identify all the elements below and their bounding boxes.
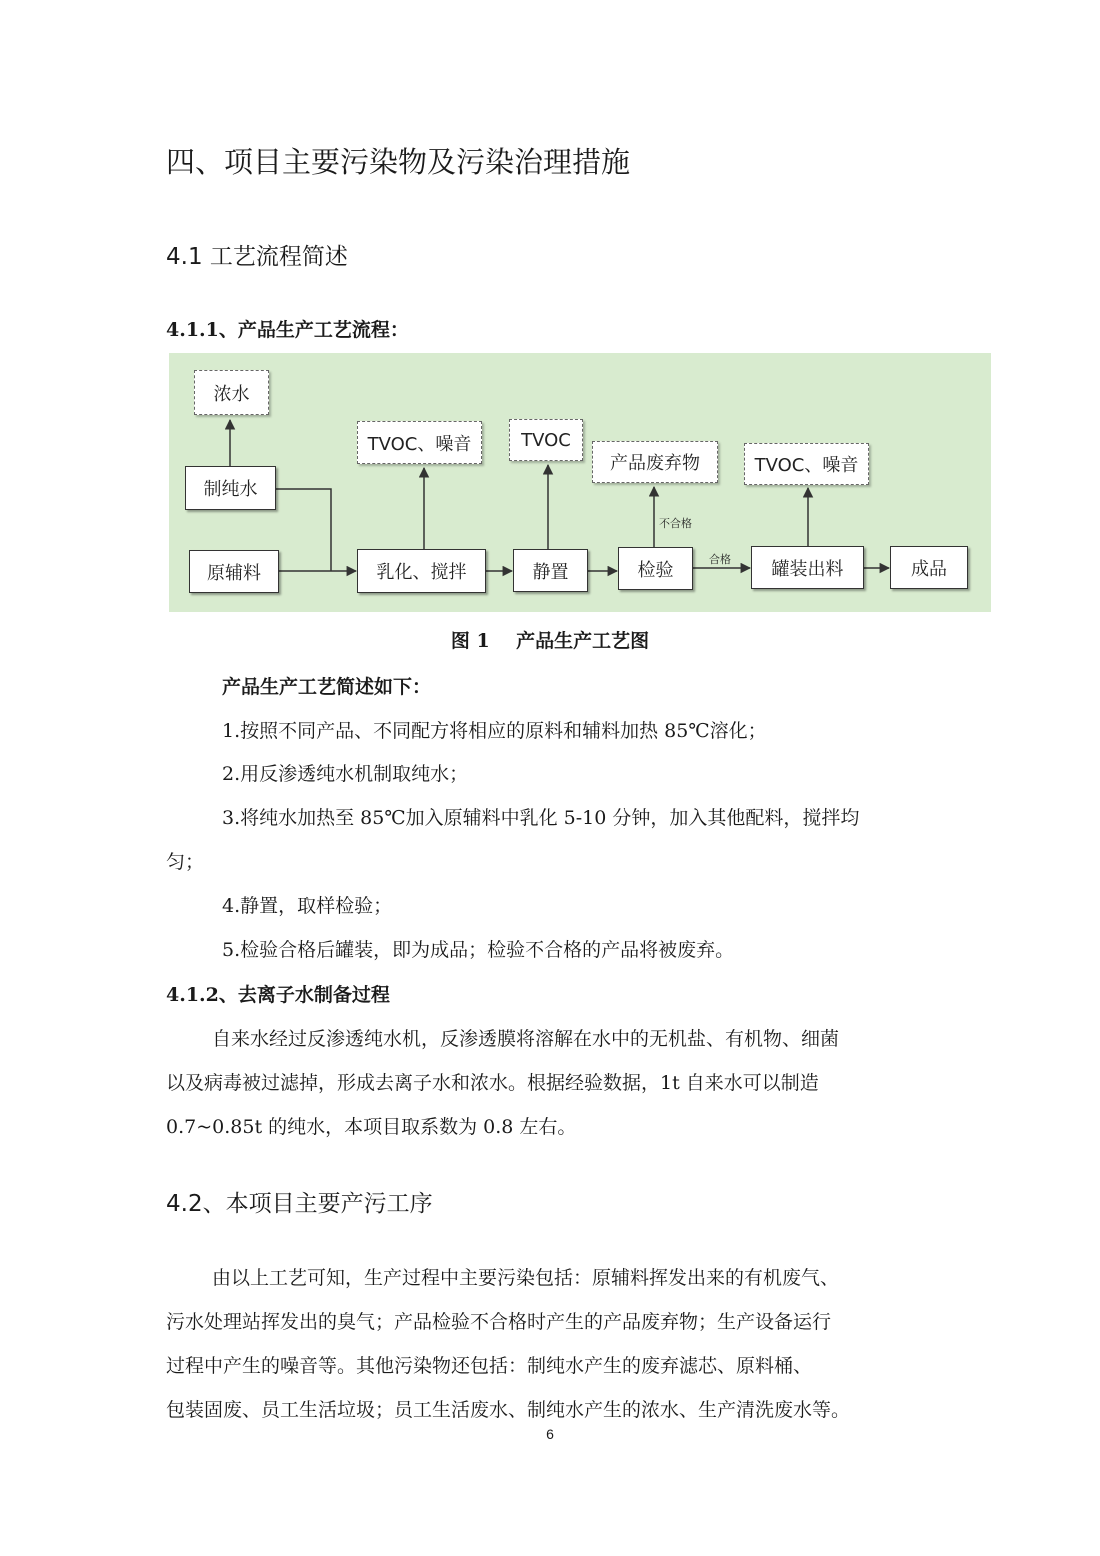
raw-material-node: 原辅料: [189, 550, 279, 593]
step-2: 2.用反渗透纯水机制取纯水；: [222, 763, 469, 785]
paragraph-line: 由以上工艺可知，生产过程中主要污染包括：原辅料挥发出来的有机废气、: [212, 1267, 840, 1289]
paragraph-line: 过程中产生的噪音等。其他污染物还包括：制纯水产生的废弃滤芯、原料桶、: [166, 1355, 813, 1377]
inspection-node: 检验: [618, 547, 693, 590]
tvoc-noise-node-1: TVOC、噪音: [357, 421, 482, 464]
subsection-heading-4-2: 4.2、本项目主要产污工序: [166, 1191, 433, 1217]
subsection-heading-4-1: 4.1 工艺流程简述: [166, 244, 348, 270]
section-heading: 四、项目主要污染物及污染治理措施: [166, 145, 631, 179]
tvoc-node: TVOC: [509, 419, 583, 461]
page-number: 6: [546, 1426, 554, 1442]
step-4: 4.静置，取样检验；: [222, 895, 393, 917]
paragraph-line: 自来水经过反渗透纯水机，反渗透膜将溶解在水中的无机盐、有机物、细菌: [212, 1028, 840, 1050]
tvoc-noise-node-2: TVOC、噪音: [744, 443, 869, 485]
figure-caption: 图 1 产品生产工艺图: [450, 630, 650, 652]
subsection-heading-4-1-1: 4.1.1、产品生产工艺流程：: [166, 319, 409, 341]
finished-product-node: 成品: [890, 546, 968, 589]
paragraph-line: 以及病毒被过滤掉，形成去离子水和浓水。根据经验数据，1t 自来水可以制造: [166, 1072, 819, 1094]
step-3: 3.将纯水加热至 85℃加入原辅料中乳化 5-10 分钟，加入其他配料，搅拌均: [222, 807, 860, 829]
pure-water-prep-node: 制纯水: [185, 466, 276, 510]
fail-label: 不合格: [659, 517, 692, 530]
standing-node: 静置: [513, 549, 588, 592]
step-3-continued: 匀；: [166, 851, 205, 873]
emulsify-stir-node: 乳化、搅拌: [357, 549, 486, 593]
filling-output-node: 罐装出料: [751, 546, 864, 589]
product-waste-node: 产品废弃物: [592, 441, 718, 483]
paragraph-line: 包装固废、员工生活垃圾；员工生活废水、制纯水产生的浓水、生产清洗废水等。: [166, 1399, 851, 1421]
diagram-arrows: [0, 0, 1100, 700]
step-1: 1.按照不同产品、不同配方将相应的原料和辅料加热 85℃溶化；: [222, 720, 767, 742]
paragraph-line: 污水处理站挥发出的臭气；产品检验不合格时产生的产品废弃物；生产设备运行: [166, 1311, 832, 1333]
process-intro: 产品生产工艺简述如下：: [222, 676, 432, 698]
step-5: 5.检验合格后罐装，即为成品；检验不合格的产品将被废弃。: [222, 939, 735, 961]
pass-label: 合格: [709, 553, 731, 566]
subsection-heading-4-1-2: 4.1.2、去离子水制备过程: [166, 984, 390, 1006]
concentrate-water-node: 浓水: [194, 370, 269, 415]
paragraph-line: 0.7~0.85t 的纯水，本项目取系数为 0.8 左右。: [166, 1116, 577, 1138]
